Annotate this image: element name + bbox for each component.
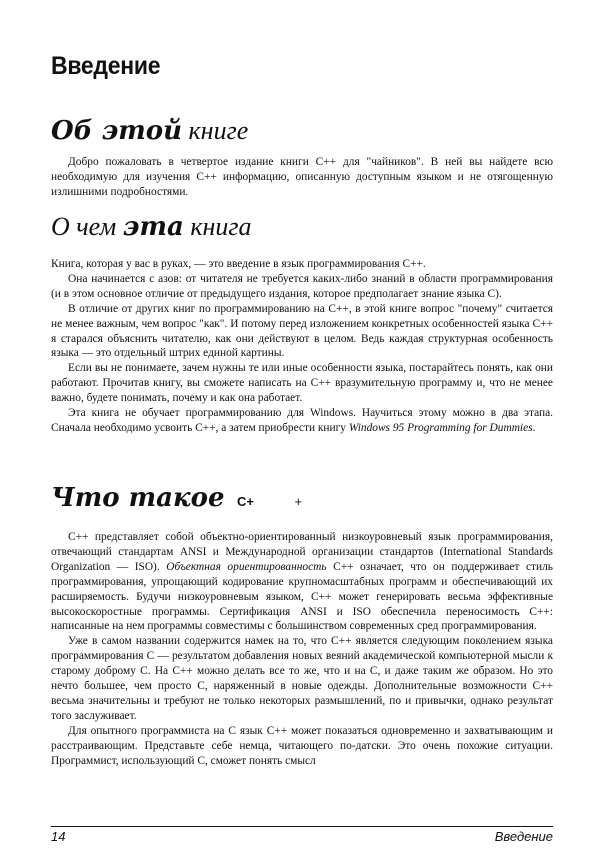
- heading-script-part: Что такое: [51, 483, 225, 513]
- paragraph: Если вы не понимаете, зачем нужны те или иные особенности языка, постарайтесь понять, как они работают. Прочитав книгу, вы сможете написать на C++ вразумительную программу и, что не менее важно, будете понимать, почему и как она работает.: [51, 362, 553, 405]
- heading-script-part: эта: [122, 212, 184, 242]
- section-body-what-is-cpp: [51, 530, 553, 769]
- section-heading-what-is-cpp: [51, 483, 302, 513]
- section-body-what-book-covers: [51, 257, 553, 436]
- section-heading-what-book-covers: [51, 212, 252, 242]
- paragraph: Добро пожаловать в четвертое издание книги C++ для "чайников". В ней вы найдете всю необходимую для изучения C++ информацию, описанную доступным языком и не отягощенную излишними подробностями.: [51, 156, 553, 198]
- paragraph: Уже в самом названии содержится намек на то, что C++ является следующим поколением языка программирования С — результатом добавления новых веяний академической компьютерной мысли к старому доброму С. На C++ можно делать все то же, что и на С, и даже таким же образом. Но это нечто большее, чем просто С, наряженный в новые одежды. Дополнительные возможности C++ весьма значительны и требуют не только некоторых размышлений, по и привычки, однако результат того заслуживает.: [51, 635, 553, 722]
- heading-script-part: Об этой: [51, 116, 183, 146]
- chapter-title: Введение: [51, 52, 161, 80]
- heading-plain-part: книге: [188, 116, 249, 145]
- page-number: 14: [51, 829, 66, 844]
- paragraph-text: C++ означает, что он поддерживает стиль программирования, упрощающий кодирование крупномасштабных программ и обеспечивающий их расширяемость. Будучи низкоуровневым языком, C++ может генерировать весьма эффективные высокоскоростные программы. Сертификация ANSI и ISO обеспечила переносимость C++: написанные на нем программы совместимы с большинством современных сред программирования.: [51, 560, 553, 633]
- paragraph: [51, 406, 553, 436]
- footer-rule: [51, 826, 553, 827]
- paragraph: Для опытного программиста на С язык C++ может показаться одновременно и захватывающим и расстраивающим. Представьте себе немца, читающего по-датски. Это очень похожие ситуации. Программист, использующий С, сможет понять смысл: [51, 724, 553, 767]
- section-body-about-book: [51, 155, 553, 200]
- book-reference: Windows 95 Programming for Dummies: [348, 421, 533, 434]
- heading-small-part: C+: [236, 494, 254, 509]
- paragraph: В отличие от других книг по программированию на C++, в этой книге вопрос "почему" считается не менее важным, чем вопрос "как". И потому перед изложением конкретных особенностей языка C++ я старался объяснить читателю, как они действуют в целом. Ведь каждая структурная особенность языка — это отдельный штрих единой картины.: [51, 302, 553, 360]
- paragraph: [51, 530, 553, 634]
- section-heading-about-book: [51, 116, 248, 146]
- heading-small-part: +: [294, 494, 303, 509]
- paragraph-text: C++ представляет собой объектно-ориентированный низкоуровневый язык программирования, отвечающий стандартам ANSI и Международной организации стандартов (International Standards Organization — ISO).: [51, 531, 553, 573]
- paragraph-text: Эта книга не обучает программированию для Windows. Научиться этому можно в два этапа. Сначала необходимо усвоить C++, а затем приобрести книгу: [51, 407, 553, 434]
- emphasized-term: Объектная ориентированность: [166, 560, 327, 573]
- paragraph-tail: .: [532, 421, 536, 434]
- running-title: Введение: [494, 829, 553, 844]
- heading-plain-part: книга: [190, 212, 252, 241]
- paragraph: Книга, которая у вас в руках, — это введение в язык программирования C++.: [51, 258, 426, 270]
- heading-plain-part: О чем: [51, 212, 117, 241]
- paragraph: Она начинается с азов: от читателя не требуется каких-либо знаний в области программирования (и в этом основное отличие от предыдущего издания, которое предполагает знание языка С).: [51, 272, 553, 300]
